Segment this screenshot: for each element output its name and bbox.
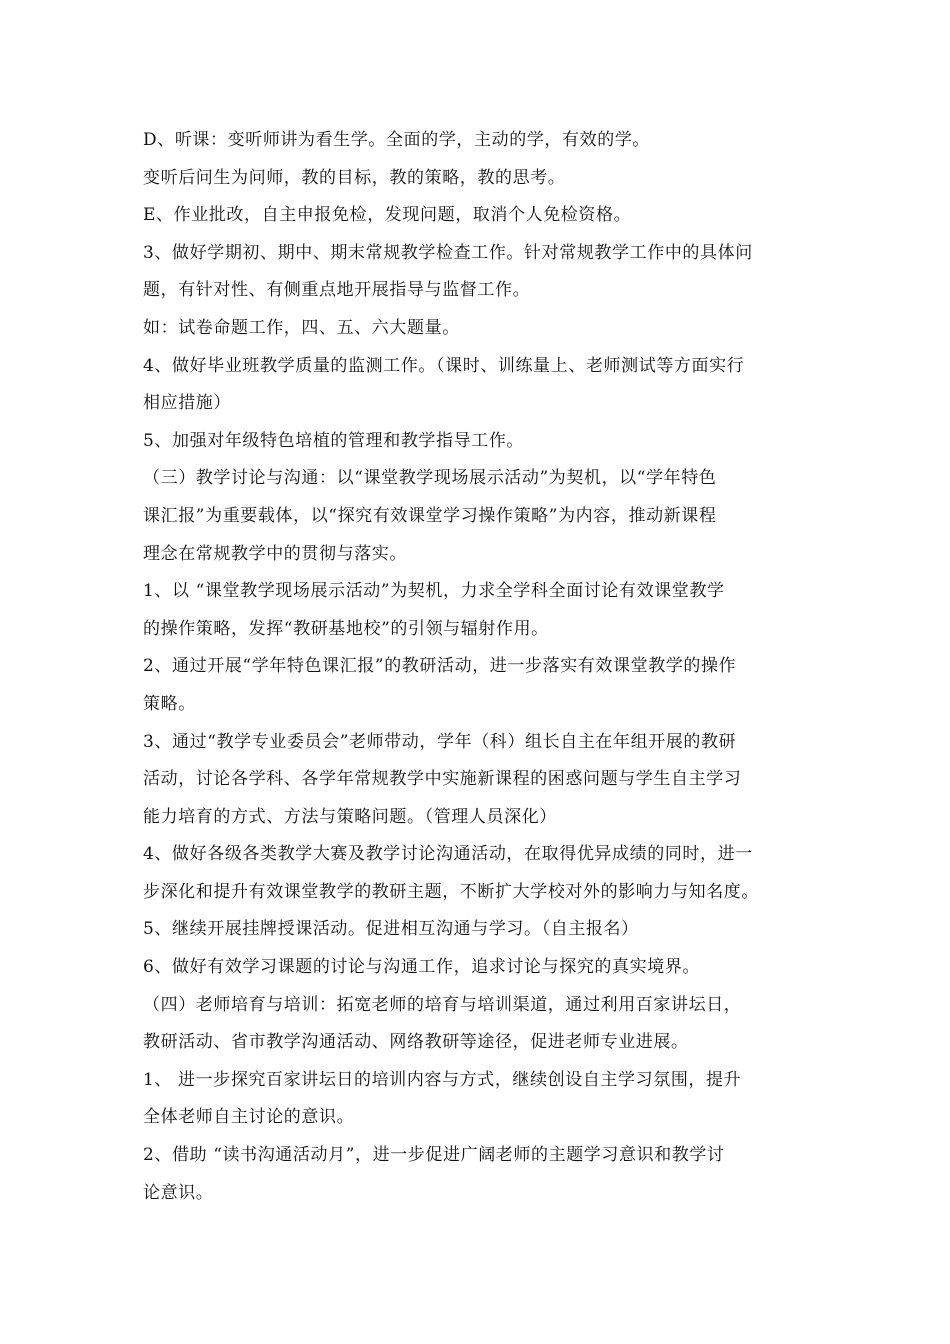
text-line: 4、做好各级各类教学大赛及教学讨论沟通活动，在取得优异成绩的同时，进一 (143, 844, 753, 865)
text-line: 3、通过“教学专业委员会”老师带动，学年（科）组长自主在年组开展的教研 (143, 731, 737, 752)
text-line: D、听课：变听师讲为看生学。全面的学，主动的学，有效的学。 (143, 130, 651, 150)
text-line: 能力培育的方式、方法与策略问题。（管理人员深化） (143, 806, 557, 827)
text-line: 策略。 (143, 693, 196, 714)
text-line: 5、继续开展挂牌授课活动。促进相互沟通与学习。（自主报名） (143, 919, 639, 940)
section-heading: （四）老师培育与培训：拓宽老师的培育与培训渠道，通过利用百家讲坛日， (143, 994, 742, 1015)
section-heading: （三）教学讨论与沟通：以“课堂教学现场展示活动”为契机，以“学年特色 (143, 468, 717, 489)
text-line: 6、做好有效学习课题的讨论与沟通工作，追求讨论与探究的真实境界。 (143, 957, 701, 978)
text-line: 相应措施） (143, 393, 231, 414)
document-body (143, 122, 811, 1212)
text-line: 2、通过开展“学年特色课汇报”的教研活动，进一步落实有效课堂教学的操作 (143, 656, 737, 677)
text-line: E、作业批改，自主申报免检，发现问题，取消个人免检资格。 (143, 205, 632, 226)
text-line: 题，有针对性、有侧重点地开展指导与监督工作。 (143, 280, 531, 301)
text-line: 论意识。 (143, 1182, 214, 1203)
text-line: 理念在常规教学中的贯彻与落实。 (143, 543, 407, 564)
text-line: 2、借助 “读书沟通活动月”，进一步促进广阔老师的主题学习意识和教学讨 (143, 1145, 725, 1166)
text-line: 如：试卷命题工作，四、五、六大题量。 (143, 317, 460, 338)
text-line: 5、加强对年级特色培植的管理和教学指导工作。 (143, 430, 525, 451)
text-line: 1、以 “课堂教学现场展示活动”为契机，力求全学科全面讨论有效课堂教学 (143, 581, 725, 602)
text-line: 4、做好毕业班教学质量的监测工作。（课时、训练量上、老师测试等方面实行 (143, 355, 745, 376)
text-line: 变听后问生为问师，教的目标，教的策略，教的思考。 (143, 167, 566, 188)
text-line: 3、做好学期初、期中、期末常规教学检查工作。针对常规教学工作中的具体问 (143, 242, 753, 263)
text-line: 课汇报”为重要载体，以“探究有效课堂学习操作策略”为内容，推动新课程 (143, 505, 717, 526)
text-line: 步深化和提升有效课堂教学的教研主题，不断扩大学校对外的影响力与知名度。 (143, 881, 759, 902)
text-line: 全体老师自主讨论的意识。 (143, 1107, 355, 1128)
text-line: 1、 进一步探究百家讲坛日的培训内容与方式，继续创设自主学习氛围，提升 (143, 1069, 742, 1090)
text-line: 的操作策略，发挥“教研基地校”的引领与辐射作用。 (143, 618, 549, 639)
text-line: 教研活动、省市教学沟通活动、网络教研等途径，促进老师专业进展。 (143, 1032, 689, 1053)
text-line: 活动，讨论各学科、各学年常规教学中实施新课程的困惑问题与学生自主学习 (143, 769, 742, 790)
